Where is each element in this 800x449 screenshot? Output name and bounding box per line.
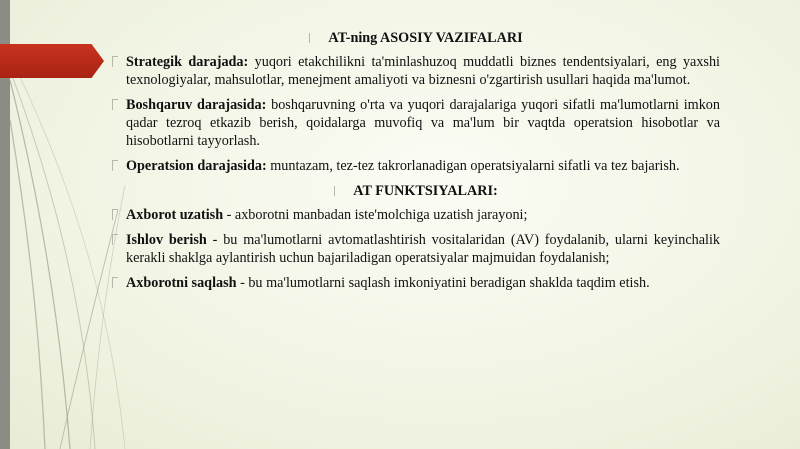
bullet-icon (112, 277, 118, 288)
list-item (112, 206, 720, 224)
item-term: Boshqaruv darajasida: (126, 97, 267, 113)
bullet-icon (112, 99, 118, 110)
item-text: - bu ma'lumotlarni avtomatlashtirish vositalaridan (AV) foydalanib, ularni keyinchalik kerakli shaklga aylantirish uchun bajariladigan operatsiyalar majmuidan foydalanish; (126, 232, 720, 266)
item-term: Ishlov berish (126, 232, 207, 248)
item-term: Operatsion darajasida: (126, 158, 267, 174)
slide-content (112, 24, 720, 299)
item-term: Strategik darajada: (126, 54, 249, 70)
list-item (112, 157, 720, 175)
bullet-icon (112, 234, 118, 245)
list-item (112, 274, 720, 292)
item-text: muntazam, tez-tez takrorlanadigan operatsiyalarni sifatli va tez bajarish. (266, 158, 680, 174)
item-text: - axborotni manbadan iste'molchiga uzatish jarayoni; (223, 207, 528, 223)
heading-main-tasks: AT-ning ASOSIY VAZIFALARI (112, 29, 720, 47)
bullet-icon (112, 160, 118, 171)
list-item (112, 96, 720, 150)
list-item (112, 231, 720, 267)
bullet-icon (112, 56, 118, 67)
accent-tab (0, 44, 104, 78)
list-item (112, 53, 720, 89)
heading-bullet-icon (334, 186, 341, 196)
item-text: - bu ma'lumotlarni saqlash imkoniyatini beradigan shaklda taqdim etish. (236, 275, 650, 291)
heading-functions: AT FUNKTSIYALARI: (112, 182, 720, 200)
heading-bullet-icon (309, 33, 316, 43)
item-text: yuqori etakchilikni ta'minlashuzoq muddatli biznes tendentsiyalari, eng yaxshi texnologiyalar, mahsulotlar, menejment amaliyoti va biznesni o'zgartirish usullari haqida ma'lumot. (126, 54, 720, 88)
item-text: boshqaruvning o'rta va yuqori darajalariga yuqori sifatli ma'lumotlarni imkon qadar tezroq etkazib berish, qoidalarga muvofiq va ma'lum bir vaqtda operatsion hisobotlar va hisobotlarni tayyorlash. (126, 97, 720, 149)
item-term: Axborot uzatish (126, 207, 224, 223)
bullet-icon (112, 209, 118, 220)
item-term: Axborotni saqlash (126, 275, 237, 291)
